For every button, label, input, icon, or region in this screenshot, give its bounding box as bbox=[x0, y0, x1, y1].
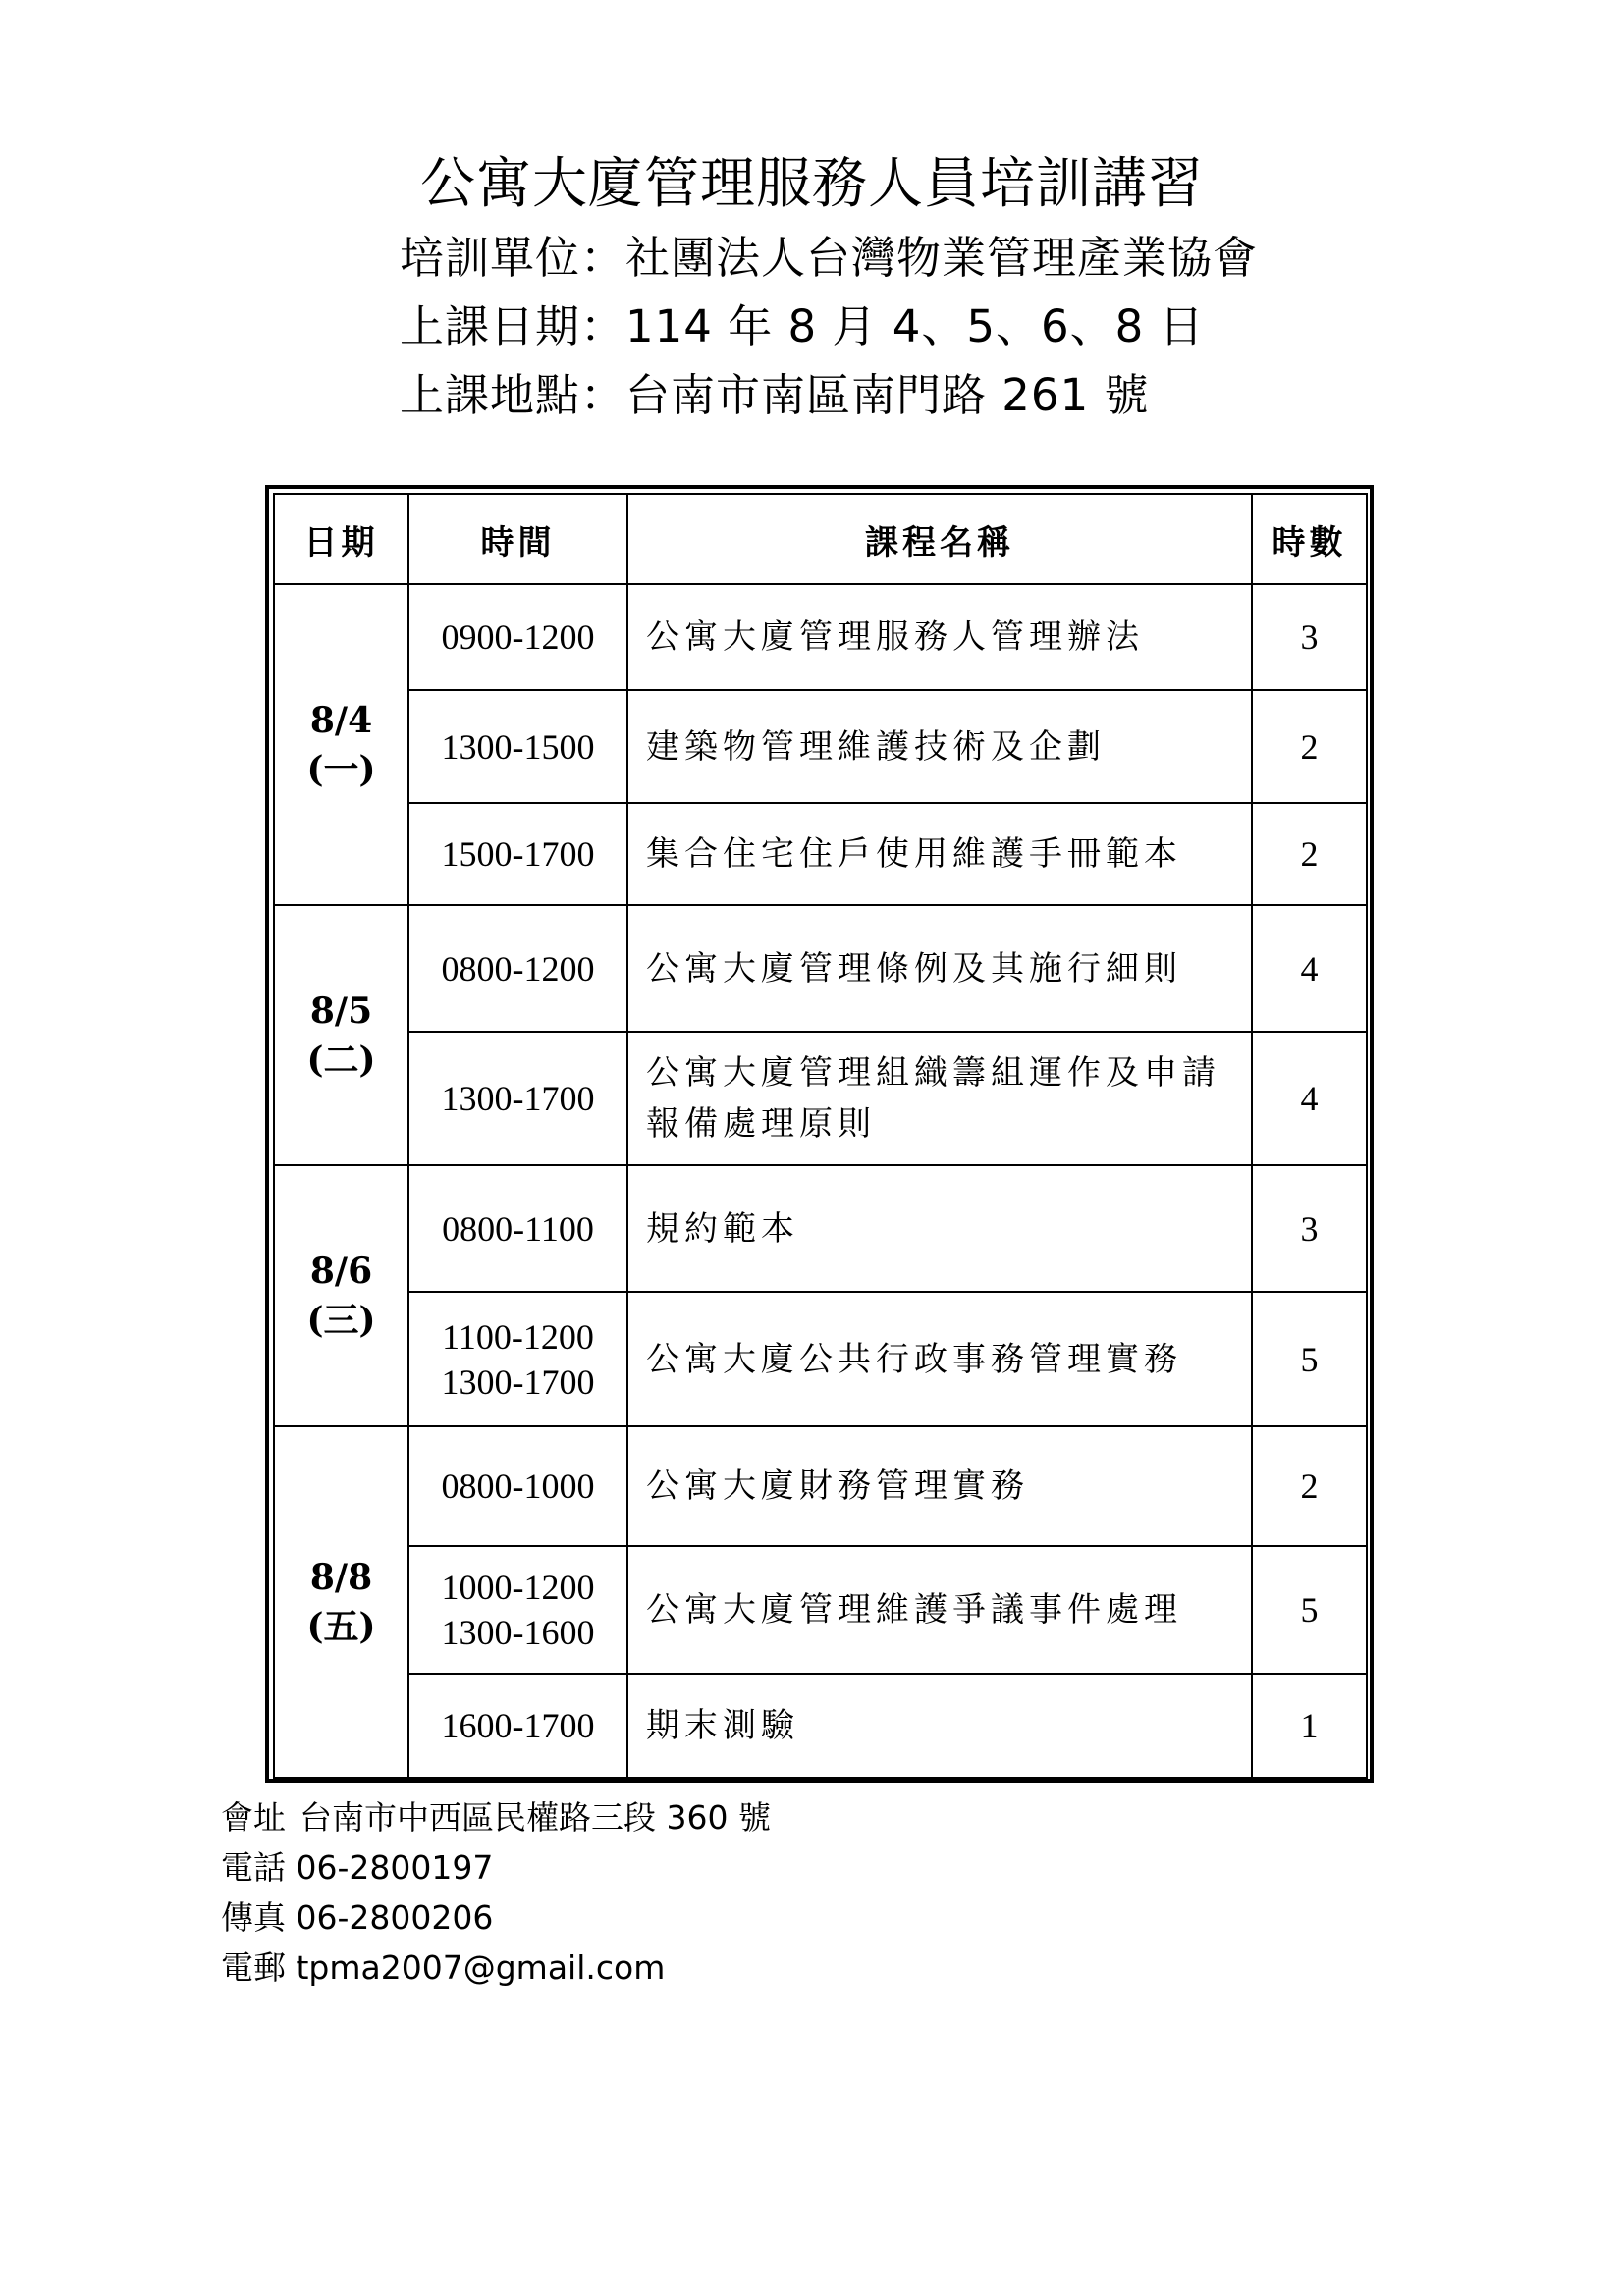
weekday-value: (五) bbox=[306, 1606, 376, 1647]
course-name: 集合住宅住戶使用維護手冊範本 bbox=[646, 834, 1182, 874]
date-cell bbox=[274, 905, 408, 1165]
date-cell bbox=[274, 1165, 408, 1426]
hours-cell: 2 bbox=[1252, 1426, 1367, 1546]
weekday-value: (二) bbox=[306, 1039, 376, 1081]
class-dates: 上課日期：114 年 8 月 4、5、6、8 日 bbox=[400, 300, 1205, 352]
time-range: 1300-1700 bbox=[441, 1079, 595, 1118]
header-date: 日期 bbox=[274, 494, 408, 584]
address-value: 台南市中西區民權路三段 360 號 bbox=[299, 1798, 771, 1837]
course-cell bbox=[627, 690, 1252, 803]
time-cell bbox=[408, 1674, 627, 1778]
hours-cell: 4 bbox=[1252, 905, 1367, 1032]
time-range-2: 1300-1700 bbox=[441, 1362, 595, 1402]
address-line bbox=[221, 1792, 771, 1842]
hours-cell: 3 bbox=[1252, 584, 1367, 690]
phone-line: 電話 06-2800197 bbox=[221, 1848, 494, 1887]
training-unit: 培訓單位：社團法人台灣物業管理產業協會 bbox=[400, 232, 1259, 284]
table-row bbox=[274, 803, 1367, 905]
hours-cell: 5 bbox=[1252, 1292, 1367, 1426]
date-cell bbox=[274, 584, 408, 905]
page-title: 公寓大廈管理服務人員培訓講習 bbox=[420, 152, 1204, 216]
time-cell bbox=[408, 1165, 627, 1292]
time-cell bbox=[408, 1032, 627, 1165]
hours-cell: 2 bbox=[1252, 803, 1367, 905]
table-row bbox=[274, 1674, 1367, 1778]
table-row bbox=[274, 1165, 1367, 1292]
time-cell bbox=[408, 803, 627, 905]
course-name: 公寓大廈管理組織籌組運作及申請 bbox=[646, 1053, 1220, 1093]
time-cell bbox=[408, 584, 627, 690]
course-name: 公寓大廈管理條例及其施行細則 bbox=[646, 948, 1182, 988]
hours-cell: 5 bbox=[1252, 1546, 1367, 1674]
header-hours: 時數 bbox=[1252, 494, 1367, 584]
course-name: 公寓大廈管理維護爭議事件處理 bbox=[646, 1590, 1182, 1629]
course-cell bbox=[627, 1032, 1252, 1165]
schedule-table-frame bbox=[265, 485, 1374, 1783]
time-range: 0800-1200 bbox=[441, 948, 595, 988]
time-range: 0900-1200 bbox=[441, 617, 595, 657]
time-range: 0800-1100 bbox=[442, 1208, 594, 1249]
course-name: 公寓大廈管理服務人管理辦法 bbox=[646, 617, 1144, 657]
time-cell bbox=[408, 905, 627, 1032]
table-row bbox=[274, 1032, 1367, 1165]
address-label: 會址 bbox=[221, 1798, 286, 1837]
time-range: 0800-1000 bbox=[441, 1467, 595, 1506]
date-value: 8/8 bbox=[309, 1557, 373, 1598]
date-value: 8/6 bbox=[309, 1251, 373, 1292]
course-cell bbox=[627, 1674, 1252, 1778]
time-range: 1500-1700 bbox=[441, 834, 595, 874]
course-cell bbox=[627, 905, 1252, 1032]
time-cell bbox=[408, 690, 627, 803]
time-cell bbox=[408, 1426, 627, 1546]
table-row bbox=[274, 1546, 1367, 1674]
course-cell bbox=[627, 1165, 1252, 1292]
course-name: 公寓大廈公共行政事務管理實務 bbox=[646, 1339, 1182, 1379]
hours-cell: 2 bbox=[1252, 690, 1367, 803]
time-range-2: 1300-1600 bbox=[441, 1613, 595, 1652]
course-name: 公寓大廈財務管理實務 bbox=[646, 1467, 1029, 1506]
fax-line: 傳真 06-2800206 bbox=[221, 1898, 494, 1937]
hours-cell: 1 bbox=[1252, 1674, 1367, 1778]
contact-footer bbox=[221, 1792, 771, 1993]
time-cell bbox=[408, 1546, 627, 1674]
table-row bbox=[274, 690, 1367, 803]
email-line: 電郵 tpma2007@gmail.com bbox=[221, 1949, 666, 1987]
table-row bbox=[274, 905, 1367, 1032]
time-range: 1000-1200 bbox=[441, 1568, 595, 1607]
course-cell bbox=[627, 803, 1252, 905]
hours-cell: 4 bbox=[1252, 1032, 1367, 1165]
table-row bbox=[274, 584, 1367, 690]
course-cell bbox=[627, 1292, 1252, 1426]
course-name-line2: 報備處理原則 bbox=[646, 1104, 876, 1144]
course-info bbox=[400, 224, 1624, 430]
course-name: 建築物管理維護技術及企劃 bbox=[646, 726, 1106, 767]
course-name: 規約範本 bbox=[646, 1208, 799, 1249]
document-header bbox=[0, 147, 1624, 430]
header-course: 課程名稱 bbox=[627, 494, 1252, 584]
time-range: 1300-1500 bbox=[441, 726, 595, 767]
course-cell bbox=[627, 1426, 1252, 1546]
hours-cell: 3 bbox=[1252, 1165, 1367, 1292]
course-cell bbox=[627, 1546, 1252, 1674]
header-time: 時間 bbox=[408, 494, 627, 584]
weekday-value: (三) bbox=[306, 1300, 376, 1341]
schedule-table bbox=[273, 493, 1368, 1779]
table-row bbox=[274, 1426, 1367, 1546]
date-cell bbox=[274, 1426, 408, 1778]
date-value: 8/5 bbox=[309, 989, 373, 1032]
course-name: 期末測驗 bbox=[646, 1706, 799, 1745]
table-header-row bbox=[274, 494, 1367, 584]
class-location: 上課地點：台南市南區南門路 261 號 bbox=[400, 369, 1150, 421]
course-cell bbox=[627, 584, 1252, 690]
time-range: 1600-1700 bbox=[441, 1706, 595, 1745]
time-cell bbox=[408, 1292, 627, 1426]
time-range: 1100-1200 bbox=[442, 1316, 594, 1357]
weekday-value: (一) bbox=[306, 748, 376, 790]
table-row bbox=[274, 1292, 1367, 1426]
date-value: 8/4 bbox=[309, 699, 373, 741]
